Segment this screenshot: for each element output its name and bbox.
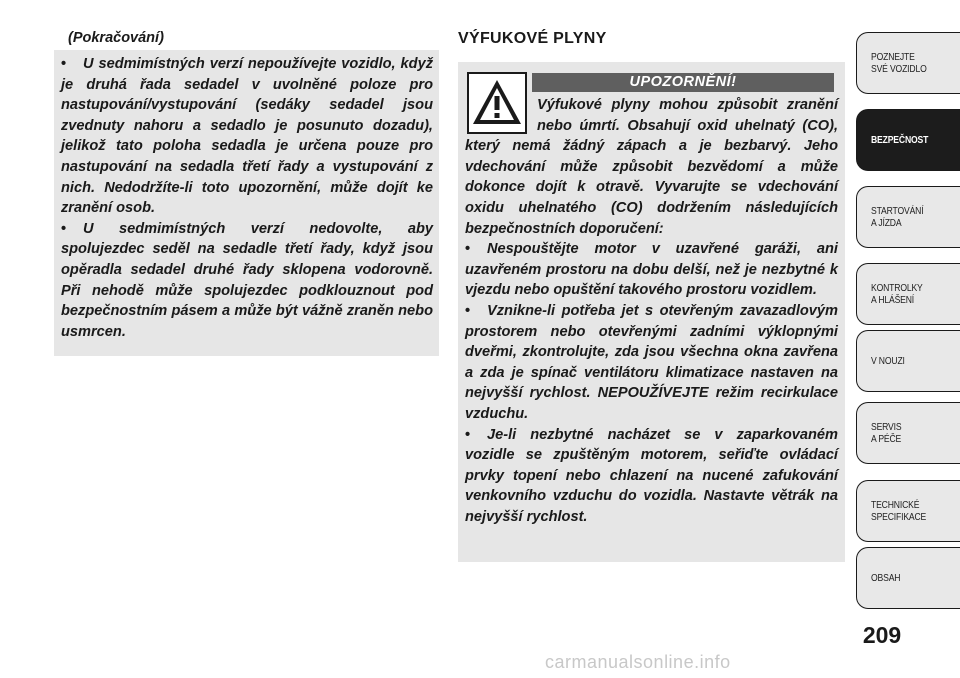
warning-text [465,95,838,527]
tab-technicke-specifikace[interactable] [856,480,960,542]
tab-bezpecnost[interactable] [856,109,960,171]
page-number: 209 [862,622,902,648]
warning-bullet-2 [465,301,838,425]
left-paragraph-1-text: U sedmimístných verzí nepoužívejte vozidlo, když je druhá řada sedadel v uvolněné poloze pro nastupování/vystupování (sedáky sedadel jsou zvednuty nahoru a sedadlo je posunuto dozadu), jelikož tato poloha sedadla je určena pouze pro nastupování na sedadla třetí řady a vystupování z nich. Nedodržíte-li toto upozornění, může dojít ke zranění osob. [61,56,433,217]
warning-bullet-1 [465,239,838,301]
tab-label: KONTROLKY A HLÁŠENÍ [871,282,923,306]
tab-startovani-a-jizda[interactable] [856,186,960,248]
warning-header: UPOZORNĚNÍ! [532,73,834,92]
tab-label: OBSAH [871,572,901,584]
continuation-label: (Pokračování) [68,30,164,46]
tab-v-nouzi[interactable] [856,330,960,392]
section-title: VÝFUKOVÉ PLYNY [458,30,607,47]
left-warning-box [54,50,439,356]
warning-bullet-3 [465,425,838,528]
tab-label: STARTOVÁNÍ A JÍZDA [871,205,924,229]
warning-bullet-3-text: Je-li nezbytné nacházet se v zaparkovaném vozidle se zpuštěným motorem, seřiďte ovládací prvky topení nebo chlazení na nucené zafukování venkovního vzduchu do vozidla. Nastavte větrák na nejvyšší rychlost. [465,426,838,525]
watermark: carmanualsonline.info [545,652,731,672]
left-paragraph-2 [61,219,433,343]
tab-poznejte-sve-vozidlo[interactable] [856,32,960,94]
warning-bullet-2-text: Vznikne-li potřeba jet s otevřeným zavazadlovým prostorem nebo otevřenými zadními výklopnými dveřmi, zkontrolujte, zda jsou všechna okna zavřena a zda je spínač ventilátoru klimatizace nastaven na nejvyšší rychlost. NEPOUŽÍVEJTE režim recirkulace vzduchu. [465,302,838,422]
bullet-marker: • [465,302,471,319]
left-paragraph-2-text: U sedmimístných verzí nedovolte, aby spolujezdec seděl na sedadle třetí řady, když jsou opěradla sedadel druhé řady sklopena vodorovně. Při nehodě může spolujezdec podklouznout pod bezpečnostním pásem a může být vážně zraněn nebo usmrcen. [61,220,433,340]
tab-label: BEZPEČNOST [871,134,929,146]
bullet-marker: • [61,56,67,72]
bullet-marker: • [61,220,67,237]
warning-intro: Výfukové plyny mohou způsobit zranění nebo úmrtí. Obsahují oxid uhelnatý (CO), který nemá žádný zápach a je bezbarvý. Jeho vdechování může způsobit bezvědomí a může dokonce dojít k otravě. Vyvarujte se vdechování oxidu uhelnatého (CO) dodržením následujících bezpečnostních doporučení: [465,97,838,237]
tab-label: TECHNICKÉ SPECIFIKACE [871,499,927,523]
tab-obsah[interactable] [856,547,960,609]
tab-kontrolky-a-hlaseni[interactable] [856,263,960,325]
icon-spacer [465,95,537,135]
tab-label: V NOUZI [871,355,905,367]
warning-bullet-1-text: Nespouštějte motor v uzavřené garáži, ani uzavřeném prostoru na dobu delší, než je nezbytné k vjezdu nebo opuštění takového prostoru vozidlem. [465,241,838,299]
left-paragraph-1 [61,54,433,219]
tab-label: SERVIS A PÉČE [871,421,902,445]
tab-servis-a-pece[interactable] [856,402,960,464]
tab-label: POZNEJTE SVÉ VOZIDLO [871,51,927,75]
bullet-marker: • [465,426,471,443]
bullet-marker: • [465,241,471,258]
exhaust-warning-box [458,62,845,562]
